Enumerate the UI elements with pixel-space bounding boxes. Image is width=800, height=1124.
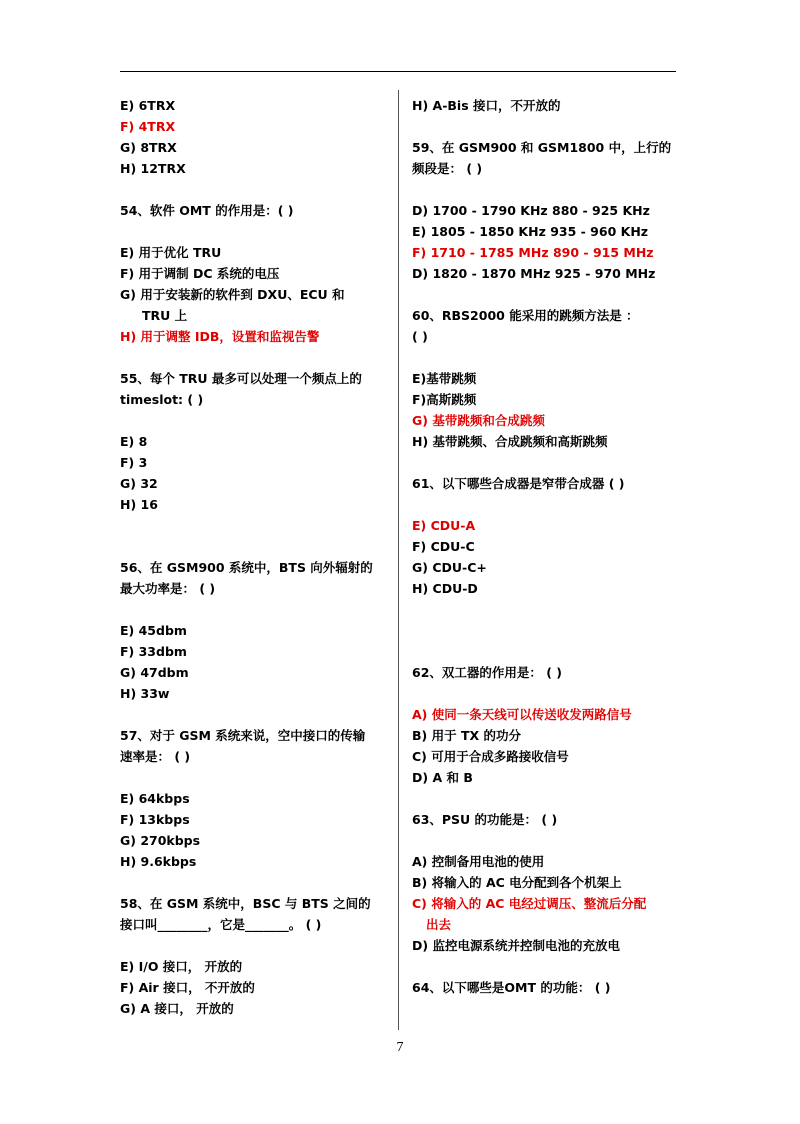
option-q59-e: E) 1805 - 1850 KHz 935 - 960 KHz (412, 224, 649, 239)
column-divider (398, 90, 399, 1030)
option-q53-e: E) 6TRX (120, 98, 176, 113)
option-q61-g: G) CDU-C+ (412, 560, 487, 575)
question-62: 62、双工器的作用是： ( ) (412, 665, 563, 680)
option-q57-g: G) 270kbps (120, 833, 201, 848)
option-q54-g: G) 用于安装新的软件到 DXU、ECU 和 (120, 287, 345, 302)
question-59-line2: 频段是： ( ) (412, 161, 483, 176)
option-q63-a: A) 控制备用电池的使用 (412, 854, 545, 869)
question-54: 54、软件 OMT 的作用是：( ) (120, 203, 294, 218)
question-59-line1: 59、在 GSM900 和 GSM1800 中，上行的 (412, 140, 672, 155)
option-q60-e: E)基带跳频 (412, 371, 477, 386)
option-q61-h: H) CDU-D (412, 581, 478, 596)
question-64: 64、以下哪些是OMT 的功能： ( ) (412, 980, 611, 995)
question-56-line1: 56、在 GSM900 系统中，BTS 向外辐射的 (120, 560, 373, 575)
option-q63-c-cont: 出去 (426, 917, 452, 932)
question-60-line2: ( ) (412, 329, 428, 344)
option-q58-f: F) Air 接口， 不开放的 (120, 980, 255, 995)
page-number: 7 (396, 1040, 404, 1055)
question-55-line2: timeslot: ( ) (120, 392, 204, 407)
option-q59-f-answer: F) 1710 - 1785 MHz 890 - 915 MHz (412, 245, 654, 260)
option-q63-c-answer: C) 将输入的 AC 电经过调压、整流后分配 (412, 896, 647, 911)
option-q62-c: C) 可用于合成多路接收信号 (412, 749, 569, 764)
option-q58-e: E) I/O 接口， 开放的 (120, 959, 243, 974)
option-q62-b: B) 用于 TX 的功分 (412, 728, 521, 743)
question-55-line1: 55、每个 TRU 最多可以处理一个频点上的 (120, 371, 362, 386)
option-q63-d: D) 监控电源系统并控制电池的充放电 (412, 938, 620, 953)
option-q57-e: E) 64kbps (120, 791, 190, 806)
option-q57-h: H) 9.6kbps (120, 854, 197, 869)
option-q61-e-answer: E) CDU-A (412, 518, 476, 533)
option-q56-f: F) 33dbm (120, 644, 187, 659)
question-57-line1: 57、对于 GSM 系统来说，空中接口的传输 (120, 728, 366, 743)
option-q62-d: D) A 和 B (412, 770, 473, 785)
option-q54-e: E) 用于优化 TRU (120, 245, 222, 260)
question-58-line1: 58、在 GSM 系统中，BSC 与 BTS 之间的 (120, 896, 371, 911)
option-q54-h-answer: H) 用于调整 IDB，设置和监视告警 (120, 329, 320, 344)
option-q63-b: B) 将输入的 AC 电分配到各个机架上 (412, 875, 622, 890)
option-q56-e: E) 45dbm (120, 623, 187, 638)
option-q54-g-cont: TRU 上 (142, 308, 188, 323)
option-q53-h: H) 12TRX (120, 161, 186, 176)
option-q60-g-answer: G) 基带跳频和合成跳频 (412, 413, 545, 428)
left-column (120, 95, 390, 1019)
question-63: 63、PSU 的功能是： ( ) (412, 812, 558, 827)
question-57-line2: 速率是： ( ) (120, 749, 191, 764)
option-q59-d2: D) 1820 - 1870 MHz 925 - 970 MHz (412, 266, 656, 281)
option-q55-g: G) 32 (120, 476, 158, 491)
option-q54-f: F) 用于调制 DC 系统的电压 (120, 266, 280, 281)
option-q57-f: F) 13kbps (120, 812, 190, 827)
option-q56-h: H) 33w (120, 686, 170, 701)
question-56-line2: 最大功率是： ( ) (120, 581, 216, 596)
option-q58-h: H) A-Bis 接口，不开放的 (412, 98, 561, 113)
option-q62-a-answer: A) 使同一条天线可以传送收发两路信号 (412, 707, 632, 722)
option-q56-g: G) 47dbm (120, 665, 189, 680)
option-q55-f: F) 3 (120, 455, 148, 470)
question-58-line2: 接口叫________，它是_______。 ( ) (120, 917, 322, 932)
option-q59-d: D) 1700 - 1790 KHz 880 - 925 KHz (412, 203, 650, 218)
option-q55-h: H) 16 (120, 497, 158, 512)
option-q61-f: F) CDU-C (412, 539, 475, 554)
option-q60-f: F)高斯跳频 (412, 392, 477, 407)
question-60-line1: 60、RBS2000 能采用的跳频方法是 ： (412, 308, 639, 323)
option-q53-f-answer: F) 4TRX (120, 119, 176, 134)
option-q55-e: E) 8 (120, 434, 148, 449)
option-q58-g: G) A 接口， 开放的 (120, 1001, 234, 1016)
question-61: 61、以下哪些合成器是窄带合成器 ( ) (412, 476, 625, 491)
header-rule (120, 71, 676, 72)
option-q60-h: H) 基带跳频、合成跳频和高斯跳频 (412, 434, 608, 449)
option-q53-g: G) 8TRX (120, 140, 177, 155)
right-column (412, 95, 682, 998)
